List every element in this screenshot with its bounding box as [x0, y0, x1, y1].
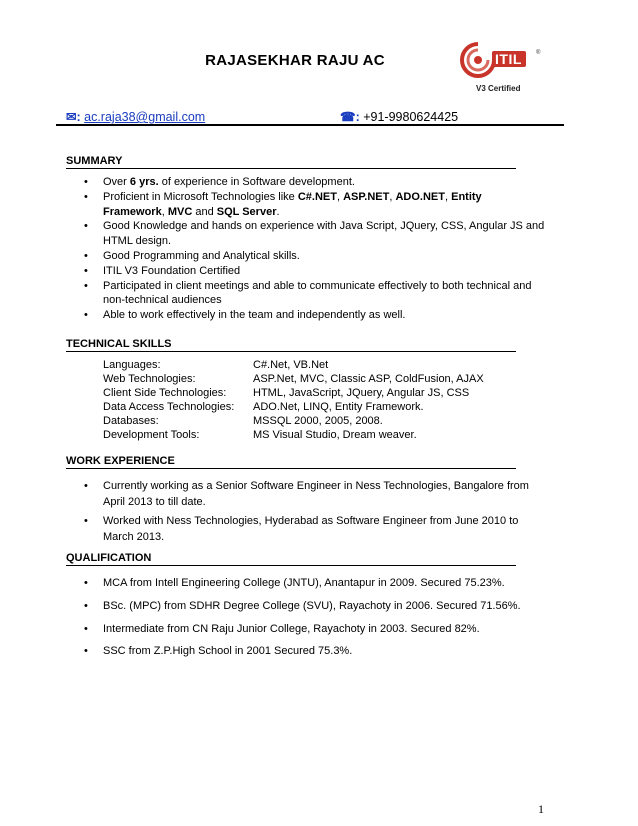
bullet-icon: •: [84, 264, 88, 277]
summary-emphasis: ASP.NET: [343, 190, 390, 203]
skill-row: [103, 400, 484, 414]
work-experience-heading: WORK EXPERIENCE: [66, 455, 516, 469]
bullet-icon: •: [84, 249, 88, 262]
summary-item: [66, 308, 545, 323]
summary-text-run: and: [192, 205, 217, 218]
technical-skills-section: [66, 338, 516, 442]
skill-row: [103, 386, 484, 400]
qualification-section: [66, 552, 521, 667]
work-item-text: Currently working as a Senior Software Engineer in Ness Technologies, Bangalore from April 2013 to till date.: [103, 480, 529, 508]
skill-row: [103, 428, 484, 442]
skill-row: [103, 372, 484, 386]
summary-item: [66, 219, 545, 249]
phone-number: +91-9980624425: [363, 110, 459, 124]
work-item: [66, 514, 533, 545]
summary-heading: SUMMARY: [66, 155, 516, 169]
summary-item: [66, 279, 545, 309]
summary-item: [66, 249, 545, 264]
phone-contact: [340, 109, 458, 124]
summary-list: [66, 175, 545, 323]
skill-category: Development Tools:: [103, 429, 200, 441]
summary-emphasis: ADO.NET: [395, 190, 445, 203]
bullet-icon: •: [84, 622, 88, 635]
skill-category: Web Technologies:: [103, 373, 196, 385]
summary-text-run: Able to work effectively in the team and independently as well.: [103, 309, 406, 322]
summary-item-text: [103, 308, 545, 323]
bullet-icon: •: [84, 645, 88, 658]
summary-text-run: Good Knowledge and hands on experience with Java Script, JQuery, CSS, Angular JS and HTML design.: [103, 220, 545, 248]
summary-emphasis: Entity Framework: [103, 190, 482, 218]
summary-item-text: [103, 279, 545, 309]
summary-text-run: ITIL V3 Foundation Certified: [103, 264, 241, 277]
summary-text-run: Participated in client meetings and able to communicate effectively to both technical and non-technical audiences: [103, 279, 532, 307]
qualification-item-text: BSc. (MPC) from SDHR Degree College (SVU), Rayachoty in 2006. Secured 71.56%.: [103, 599, 521, 612]
summary-item-text: [103, 249, 545, 264]
work-list: [66, 479, 529, 545]
qualification-item: [66, 576, 533, 591]
qualification-item-text: Intermediate from CN Raju Junior College, Rayachoty in 2003. Secured 82%.: [103, 622, 480, 635]
summary-item: [66, 264, 545, 279]
bullet-icon: •: [84, 309, 88, 322]
qualification-list: [66, 576, 521, 659]
bullet-icon: •: [84, 279, 88, 292]
summary-text-run: ,: [444, 190, 452, 203]
skill-values: C#.Net, VB.Net: [253, 359, 329, 371]
email-link[interactable]: ac.raja38@gmail.com: [84, 110, 206, 124]
candidate-name: RAJASEKHAR RAJU AC: [205, 52, 385, 69]
summary-item-text: [103, 190, 545, 220]
registered-mark: ®: [536, 50, 541, 56]
summary-emphasis: MVC: [167, 205, 193, 218]
contact-line: [66, 109, 564, 125]
bullet-icon: •: [84, 190, 88, 203]
skill-values: ASP.Net, MVC, Classic ASP, ColdFusion, AJAX: [253, 373, 484, 385]
work-item: [66, 479, 533, 510]
summary-item-text: [103, 175, 545, 190]
summary-text-run: .: [276, 205, 280, 218]
bullet-icon: •: [84, 515, 88, 527]
technical-skills-heading: TECHNICAL SKILLS: [66, 338, 516, 352]
qualification-item-text: MCA from Intell Engineering College (JNTU), Anantapur in 2009. Secured 75.23%.: [103, 577, 505, 589]
summary-text-run: ,: [161, 205, 168, 218]
summary-text-run: ,: [389, 190, 396, 203]
itil-certification-label: V3 Certified: [476, 84, 521, 93]
summary-text-run: Proficient in Microsoft Technologies like: [103, 190, 298, 203]
bullet-icon: •: [84, 599, 88, 612]
qualification-item: [66, 644, 533, 659]
skill-values: ADO.Net, LINQ, Entity Framework.: [253, 401, 424, 413]
skill-category: Data Access Technologies:: [103, 401, 235, 413]
skill-category: Languages:: [103, 359, 161, 371]
skill-category: Client Side Technologies:: [103, 387, 227, 399]
work-experience-section: [66, 455, 529, 549]
itil-logo: [458, 40, 548, 98]
envelope-icon: ✉:: [66, 110, 81, 124]
qualification-item: [66, 622, 533, 637]
summary-emphasis: C#.NET: [297, 190, 337, 203]
phone-icon: ☎:: [340, 110, 360, 124]
skill-values: MS Visual Studio, Dream weaver.: [253, 429, 417, 441]
skill-row: [103, 414, 484, 428]
skills-table: [103, 358, 484, 442]
summary-emphasis: 6 yrs.: [129, 176, 159, 188]
summary-text-run: of experience in Software development.: [158, 176, 355, 188]
skill-values: HTML, JavaScript, JQuery, Angular JS, CSS: [253, 387, 470, 399]
work-item-text: Worked with Ness Technologies, Hyderabad as Software Engineer from June 2010 to March 2013.: [103, 515, 519, 543]
summary-emphasis: SQL Server: [216, 205, 277, 218]
bullet-icon: •: [84, 480, 88, 492]
qualification-item-text: SSC from Z.P.High School in 2001 Secured 75.3%.: [103, 645, 353, 658]
bullet-icon: •: [84, 220, 88, 233]
summary-item-text: [103, 264, 545, 279]
skill-category: Databases:: [103, 415, 159, 427]
email-contact: [66, 109, 205, 124]
itil-logo-word: ITIL: [492, 51, 526, 67]
summary-item-text: [103, 219, 545, 249]
summary-section: [66, 155, 545, 323]
summary-item: [66, 190, 545, 220]
summary-text-run: ,: [336, 190, 344, 203]
skill-values: MSSQL 2000, 2005, 2008.: [253, 415, 383, 427]
bullet-icon: •: [84, 577, 88, 589]
bullet-icon: •: [84, 176, 88, 188]
qualification-heading: QUALIFICATION: [66, 552, 516, 566]
contact-divider: [56, 124, 564, 126]
summary-text-run: Over: [103, 176, 130, 188]
skill-row: [103, 358, 484, 372]
qualification-item: [66, 599, 533, 614]
page-number: 1: [538, 802, 544, 816]
summary-text-run: Good Programming and Analytical skills.: [103, 249, 300, 262]
summary-item: [66, 175, 545, 190]
